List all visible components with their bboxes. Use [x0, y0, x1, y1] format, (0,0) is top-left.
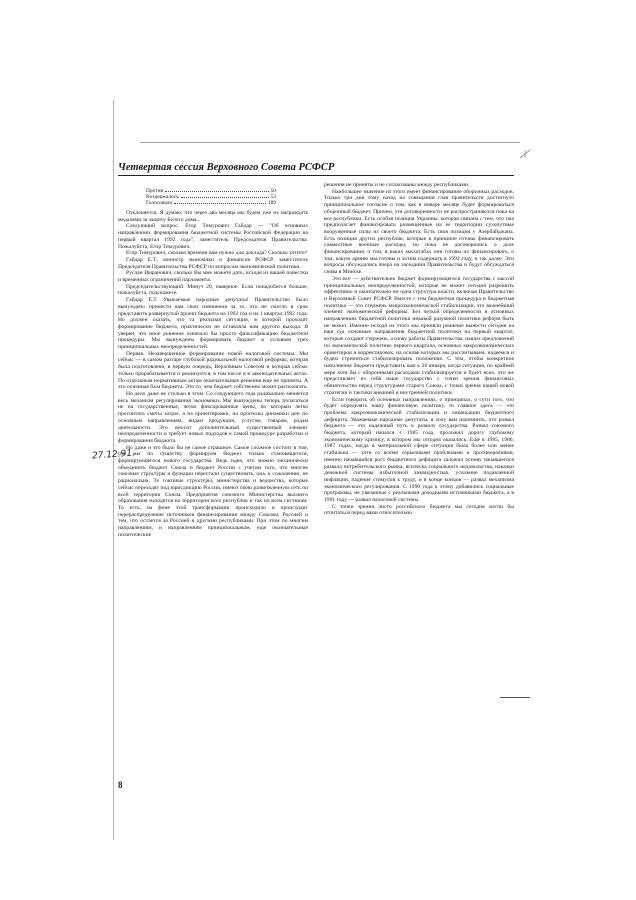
paragraph: Следующий вопрос. Егор Тимурович Гайдар — "Об основных направлениях формирования бюджетной системы Российской Федерации на первый квартал 1992 года", заместитель Председателя Правительства. Пожалуйста, Егор Тимурович.	[118, 223, 308, 250]
paragraph: Но даже и это было бы не самое страшное. Самое сложное состоит в том, что мы по существу формируем бюджет только становящегося, формирующегося нового государства. Ведь идея, что можно механически объединить бюджет Союза и бюджет России с учетом того, что многие союзные структуры и функции перестали существовать, она, к сожалению, не рациональна. Те союзные структуры, министерства и ведомства, которые сейчас переходят под юрисдикцию России, имеют свою разветвленную сеть по всей территории Союза. Предприятия союзного Министерства высшего образования находятся на территории всех республик и так по всем системам. То есть, на фоне этой трансформации происходило и происходит перераспределение источников финансирования между Союзом, Россией и тем, что остается за Россией и другими республиками. При этом по многим направлениям, и направлениям принципиальным, еще окончательные политические	[118, 444, 308, 538]
paragraph: Гайдар Е.Т. Уважаемые народные депутаты! Правительство было вынуждено принести вам свои извинения за то, что не смогло в срок представить развернутый проект бюджета на 1992 год и на 1 квартал 1992 года. Но должен сказать, что та реальная ситуация, в которой проходит формирование бюджета, практически не оставляла нам другого выхода. Я уверен, что иное решение означало бы просто фальсификацию бюджетной процедуры. Мы вынуждены формировать бюджет в условиях трех принципиальных неопределенностей.	[118, 297, 308, 351]
handwritten-date: 27.12.91.	[91, 448, 136, 462]
scan-edge-left	[113, 100, 114, 840]
paragraph: решения не приняты и не согласованы между республиками.	[324, 182, 470, 188]
vote-label: Воздержалось	[146, 194, 179, 200]
margin-rule	[500, 697, 530, 698]
paragraph: Руслан Имранович, сколько Вы мне можете дать, исходя из вашей повестки и временных ограничений парламента.	[118, 270, 308, 284]
paragraph: Наибольшее значение из этого имеет финансирование оборонных расходов. Только три дня тому назад на совещании глав правительств достигнуто принципиальное согласие о том, как в январе месяце будет формироваться оборонный бюджет. Причем, эти договоренности не распространяются пока на все республики. Есть особая позиция Украины, которая связана с тем, что она предполагает финансировать размещенные на ее территории сухопутные вооруженные силы из своего бюджета. Есть своя позиция у Азербайджана. Есть позиция других республик, которые в принципе готовы финансировать совместные военные расходы, но пока не договорились о доле финансирования, о том, в каких масштабах они готовы их финансировать, о том, какую армию мы готовы и хотим содержать в 1992 году, и так далее. Эти вопросы обсуждались вчера на заседании Правительства и будут обсуждаться снова в Минске.	[324, 188, 514, 276]
paragraph: Первая. Незавершенное формирование новой налоговой системы. Мы сейчас — в самом разгаре глубокой радикальной налоговой реформы, которая была подготовлена, в первую очередь, Верховным Советом и которая сейчас только прорабатывается и реализуется, в том числе и в законодательных актах. По отдельным нормативным актам окончательные решения еще не приняты. А это основная база бюджета. Это то, чем бюджет собственно может располагать.	[118, 350, 308, 391]
vote-count: 53	[270, 194, 276, 200]
vote-count: 189	[267, 200, 276, 206]
paragraph: Егор Тимурович, сколько времени вам нужно для доклада? Сколько хотите?	[126, 250, 308, 257]
paragraph: С точки зрения чисто российского бюджета мы сегодня могли бы отчитаться перед вами относительно	[324, 503, 514, 517]
vote-tally	[146, 188, 308, 206]
vote-label: Против	[146, 188, 163, 194]
running-header: Четвертая сессия Верховного Совета РСФСР	[118, 162, 514, 176]
scan-edge-top	[140, 142, 520, 143]
left-column	[118, 182, 308, 538]
page-number: 8	[118, 780, 123, 790]
right-paragraphs	[324, 182, 514, 517]
right-column	[324, 182, 514, 517]
paragraph: Если говорить об основных направлениях, о принципах, о сути того, что будет определять нашу финансовую политику, то главное здесь — это проблема макроэкономической стабилизации и ликвидации бюджетного дефицита. Уважаемые народные депутаты, я хочу вам напомнить, что развал бюджета — это надежный путь к развалу государства. Развал союзного бюджета, который начался с 1985 года, проложил дорогу глубокому экономическому кризису, в котором мы сегодня оказались. Еще в 1985, 1986, 1987 годах, когда в материальной сфере ситуация была более или менее стабильна — хотя со всеми серьезными проблемами и противоречиями, именно начавшийся рост бюджетного дефицита заложил основу начавшегося развала потребительского рынка, всплеска социального недовольства, накачки денежной системы избыточной ликвидностью, усиление подавленной инфляции, падение стимулов к труду, и в конце концов — развал механизма экономического регулирования. С 1990 года к этому добавились социальные программы, не увязанные с реальными доходными источниками бюджета, а в 1991 году — развал налоговой системы.	[324, 396, 514, 504]
vote-label: Голосовало	[146, 200, 173, 206]
vote-row	[146, 200, 276, 206]
left-paragraphs	[118, 210, 308, 538]
document-page	[91, 148, 518, 790]
paragraph: Гайдар Е.Т., министр экономики и финансов РСФСР, заместитель Председателя Правительства РСФСР по вопросам экономической политики.	[118, 256, 308, 270]
paragraph: Это все — действительно бюджет формирующегося государства с массой принципиальных неопределенностей, которые не может сегодня разрешить эффективно и окончательно ни одна структура власти, включая Правительство и Верховный Совет РСФСР. Вместе с тем бюджетная процедура и бюджетная политика — это стержень макроэкономической стабилизации, это важнейший элемент экономической реформы. Без четкой определенности в основных направлениях бюджетной политики никакой разумной политики реформ быть не может. Именно исходя из этого мы приняли решение вынести сегодня на ваш суд основные направления бюджетной политики на первый квартал, которые создают стержень, основу работы Правительства, наших предложений по экономической политике первого квартала, основных макроэкономических ориентиров и корректировок, на основе которых мы рассчитываем, надеемся и будем стремиться стабилизировать положение. С тем, чтобы конкретное наполнение бюджета представить вам к 20 января, когда ситуация, по крайней мере хотя бы с оборонными расходами стабилизируется и будет ясно, что же представляет из себя наше государство с точки зрения финансовых обязательства перед структурами старого Союза, с точки зрения нашей новой стратегии и тактики внешней и внутренней политики.	[324, 275, 514, 396]
paragraph: Председательствующий. Минут 20, наверное. Если понадобится больше, пожалуйста, подскажете.	[118, 283, 308, 297]
vote-count: 50	[270, 188, 276, 194]
paragraph: Отклоняется. Я думаю, что через два месяца мы будем уже их награждать медалями за защиту Белого дома...	[118, 210, 308, 223]
pencil-mark-icon	[518, 148, 532, 160]
paragraph: Но дело даже не столько в этом. Со следующего года радикально меняется весь механизм регулирования экономики. Мы вынуждены теперь полагаться не на государственные, четко фиксированные цены, по которым легко просчитать сметы затрат, а на ориентировки, на прогнозы динамики цен по основным направлениям, видам продукции, услугам, товарам, родам деятельности. Это вносит дополнительный существенный элемент неопределенности и требует новых подходов к самой процедуре разработки и формирования бюджета.	[118, 390, 308, 444]
